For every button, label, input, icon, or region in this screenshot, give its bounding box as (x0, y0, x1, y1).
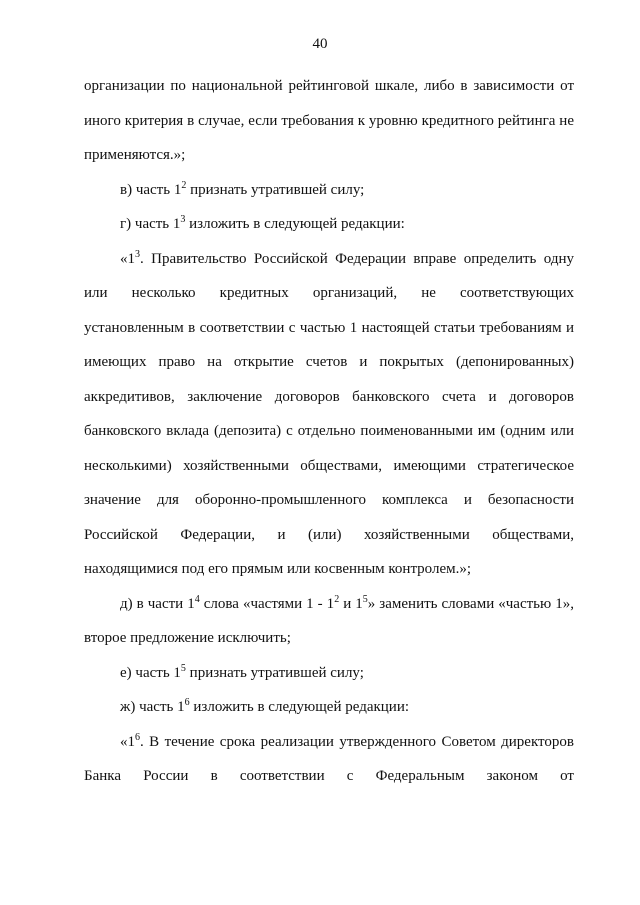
text-run: изложить в следующей редакции: (185, 216, 405, 232)
page-number: 40 (312, 36, 328, 52)
paragraph-5 (84, 587, 574, 656)
text-run: «1 (120, 250, 135, 267)
superscript-index: 5 (362, 593, 368, 605)
text-run: и 1 (339, 595, 363, 612)
superscript-index: 6 (135, 731, 140, 743)
text-run: изложить в следующей редакции: (189, 699, 410, 715)
text-run: г) часть 1 (120, 216, 181, 232)
superscript-index: 5 (180, 662, 186, 674)
paragraph-3 (84, 207, 574, 242)
text-run: слова «частями 1 - 1 (199, 595, 335, 612)
text-run: д) в части 1 (120, 595, 195, 612)
paragraph-2 (84, 173, 574, 208)
superscript-index: 3 (180, 214, 186, 225)
text-run: признать утратившей силу; (185, 664, 364, 681)
paragraph-8 (84, 725, 574, 794)
paragraph-1 (84, 69, 574, 173)
text-run: ж) часть 1 (120, 699, 185, 715)
paragraph-4 (84, 242, 574, 587)
superscript-index: 2 (181, 179, 187, 191)
text-run: . Правительство Российской Федерации вправе определить одну или несколько кредитных организаций, не соответствующих установленным в соответствии с частью 1 настоящей статьи требованиям и имеющих право на открытие счетов и покрытых (депонированных) аккредитивов, заключение договоров банковского счета и договоров банковского вклада (депозита) с отдельно поименованными им (одним или несколькими) хозяйственными обществами, имеющими стратегическое значение для оборонно-промышленного комплекса и безопасности Российской Федерации, и (или) хозяйственными обществами, находящимися под его прямым или косвенным контролем.»; (84, 250, 574, 577)
paragraph-7 (84, 690, 574, 725)
text-run: признать утратившей силу; (186, 181, 365, 198)
superscript-index: 4 (194, 593, 200, 605)
text-run: в) часть 1 (120, 181, 182, 198)
document-body (84, 69, 574, 794)
text-run: » заменить словами «частью 1», второе предложение исключить; (84, 595, 574, 646)
superscript-index: 6 (184, 697, 190, 708)
text-run: организации по национальной рейтинговой шкале, либо в зависимости от иного критерия в случае, если требования к уровню кредитного рейтинга не применяются.»; (84, 78, 574, 163)
text-run: . В течение срока реализации утвержденного Советом директоров Банка России в соответствии с Федеральным законом от (84, 733, 574, 784)
superscript-index: 3 (135, 248, 140, 260)
superscript-index: 2 (334, 593, 340, 605)
paragraph-6 (84, 656, 574, 691)
text-run: е) часть 1 (120, 664, 181, 681)
text-run: «1 (120, 733, 135, 750)
